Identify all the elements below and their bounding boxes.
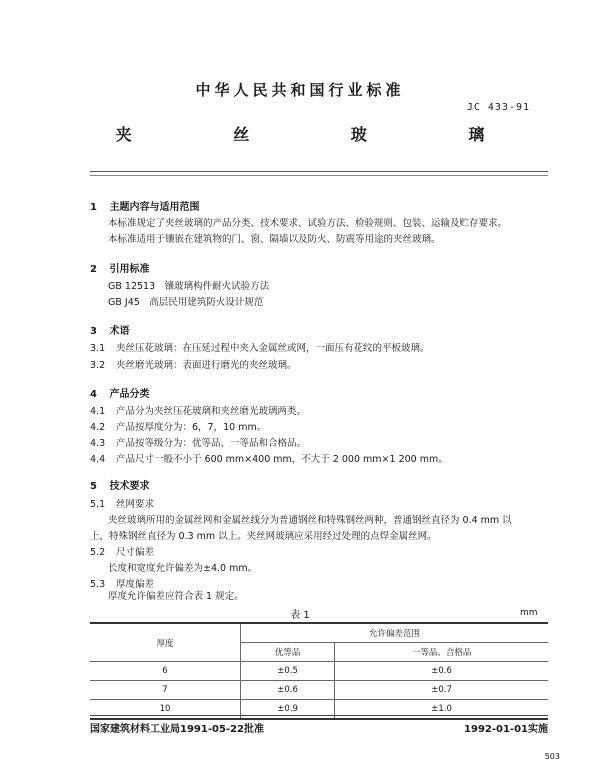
item-number: 5.2 [90,547,106,558]
header-superior-grade: 优等品 [241,643,335,662]
item-text: 产品尺寸一般不小于 600 mm×400 mm，不大于 2 000 mm×1 200 mm。 [116,454,448,465]
item-text: 夹丝磨光玻璃：表面进行磨光的夹丝玻璃。 [116,360,297,371]
item-number: 3.1 [90,343,106,354]
term-item [90,359,297,373]
section-heading [90,322,129,337]
standard-code: JC 433-91 [466,102,530,113]
item-text: 产品按厚度分为：6，7，10 mm。 [116,422,267,433]
subsection-title: 丝网要求 [116,499,155,510]
cell-thickness: 7 [90,681,241,700]
paragraph: 本标准规定了夹丝玻璃的产品分类、技术要求、试验方法、检验规则、包装、运输及贮存要求。 [108,218,508,229]
section-heading [90,385,149,400]
section-number: 5 [90,481,97,492]
classification-item [90,453,448,467]
item-text: 产品按等级分为：优等品、一等品和合格品。 [116,438,307,449]
item-number: 3.2 [90,360,106,371]
cell-superior: ±0.9 [241,700,335,720]
reference-item: GB J45 高层民用建筑防火设计规范 [108,297,264,308]
section-heading [90,477,149,492]
table-caption: 表 1 [290,610,310,621]
section-heading [90,198,199,213]
item-number: 5.3 [90,579,106,590]
effective-date: 1992-01-01实施 [464,724,548,735]
paragraph: 本标准适用于镶嵌在建筑物的门、窗、隔墙以及防火、防震等用途的夹丝玻璃。 [108,234,441,245]
reference-item: GB 12513 镶玻璃构件耐火试验方法 [108,281,270,292]
cell-thickness: 10 [90,700,241,720]
item-number: 4.1 [90,406,106,417]
header-thickness: 厚度 [90,623,241,662]
thickness-tolerance-table [90,622,548,720]
paragraph: 夹丝玻璃所用的金属丝网和金属丝线分为普通钢丝和特殊钢丝两种，普通钢丝直径为 0.4 mm 以 [108,515,512,526]
item-text: 产品分为夹丝压花玻璃和夹丝磨光玻璃两类。 [116,406,307,417]
paragraph: 长度和宽度允许偏差为±4.0 mm。 [108,563,258,574]
subsection-heading [90,546,154,560]
subsection-title: 尺寸偏差 [116,547,155,558]
classification-item [90,437,306,451]
section-number: 3 [90,326,97,337]
standard-header: 中华人民共和国行业标准 [195,81,405,99]
cell-superior: ±0.5 [241,662,335,681]
header-divider [90,171,548,172]
cell-thickness: 6 [90,662,241,681]
item-number: 4.4 [90,454,106,465]
footer-divider [90,715,548,716]
section-number: 2 [90,264,97,275]
document-title: 夹 丝 玻 璃 [115,125,533,144]
section-title: 引用标准 [109,264,150,275]
paragraph: 上，特殊钢丝直径为 0.3 mm 以上。夹丝网玻璃应采用经过处理的点焊金属丝网。 [90,531,437,542]
item-number: 4.2 [90,422,106,433]
cell-first: ±0.6 [335,662,548,681]
section-number: 4 [90,389,97,400]
cell-first: ±0.7 [335,681,548,700]
item-number: 4.3 [90,438,106,449]
table-header-row [90,623,548,643]
section-title: 主题内容与适用范围 [109,202,200,213]
header-first-grade: 一等品、合格品 [335,643,548,662]
section-title: 产品分类 [109,389,150,400]
table-row [90,700,548,720]
paragraph: 厚度允许偏差应符合表 1 规定。 [108,591,244,602]
section-title: 术语 [109,326,130,337]
table-row [90,681,548,700]
subsection-heading [90,498,154,512]
subsection-title: 厚度偏差 [116,579,155,590]
classification-item [90,421,266,435]
section-heading [90,260,149,275]
page-number: 503 [544,752,560,761]
classification-item [90,405,306,419]
term-item [90,342,430,356]
approval-date: 国家建筑材料工业局1991-05-22批准 [90,724,264,735]
header-divider-second [90,175,548,176]
section-title: 技术要求 [109,481,150,492]
table-row [90,662,548,681]
header-allowed-deviation: 允许偏差范围 [241,623,549,643]
section-number: 1 [90,202,97,213]
table-unit: mm [520,608,538,618]
cell-superior: ±0.6 [241,681,335,700]
cell-first: ±1.0 [335,700,548,720]
item-text: 夹丝压花玻璃：在压延过程中夹入金属丝或网，一面压有花纹的平板玻璃。 [116,343,430,354]
item-number: 5.1 [90,499,106,510]
